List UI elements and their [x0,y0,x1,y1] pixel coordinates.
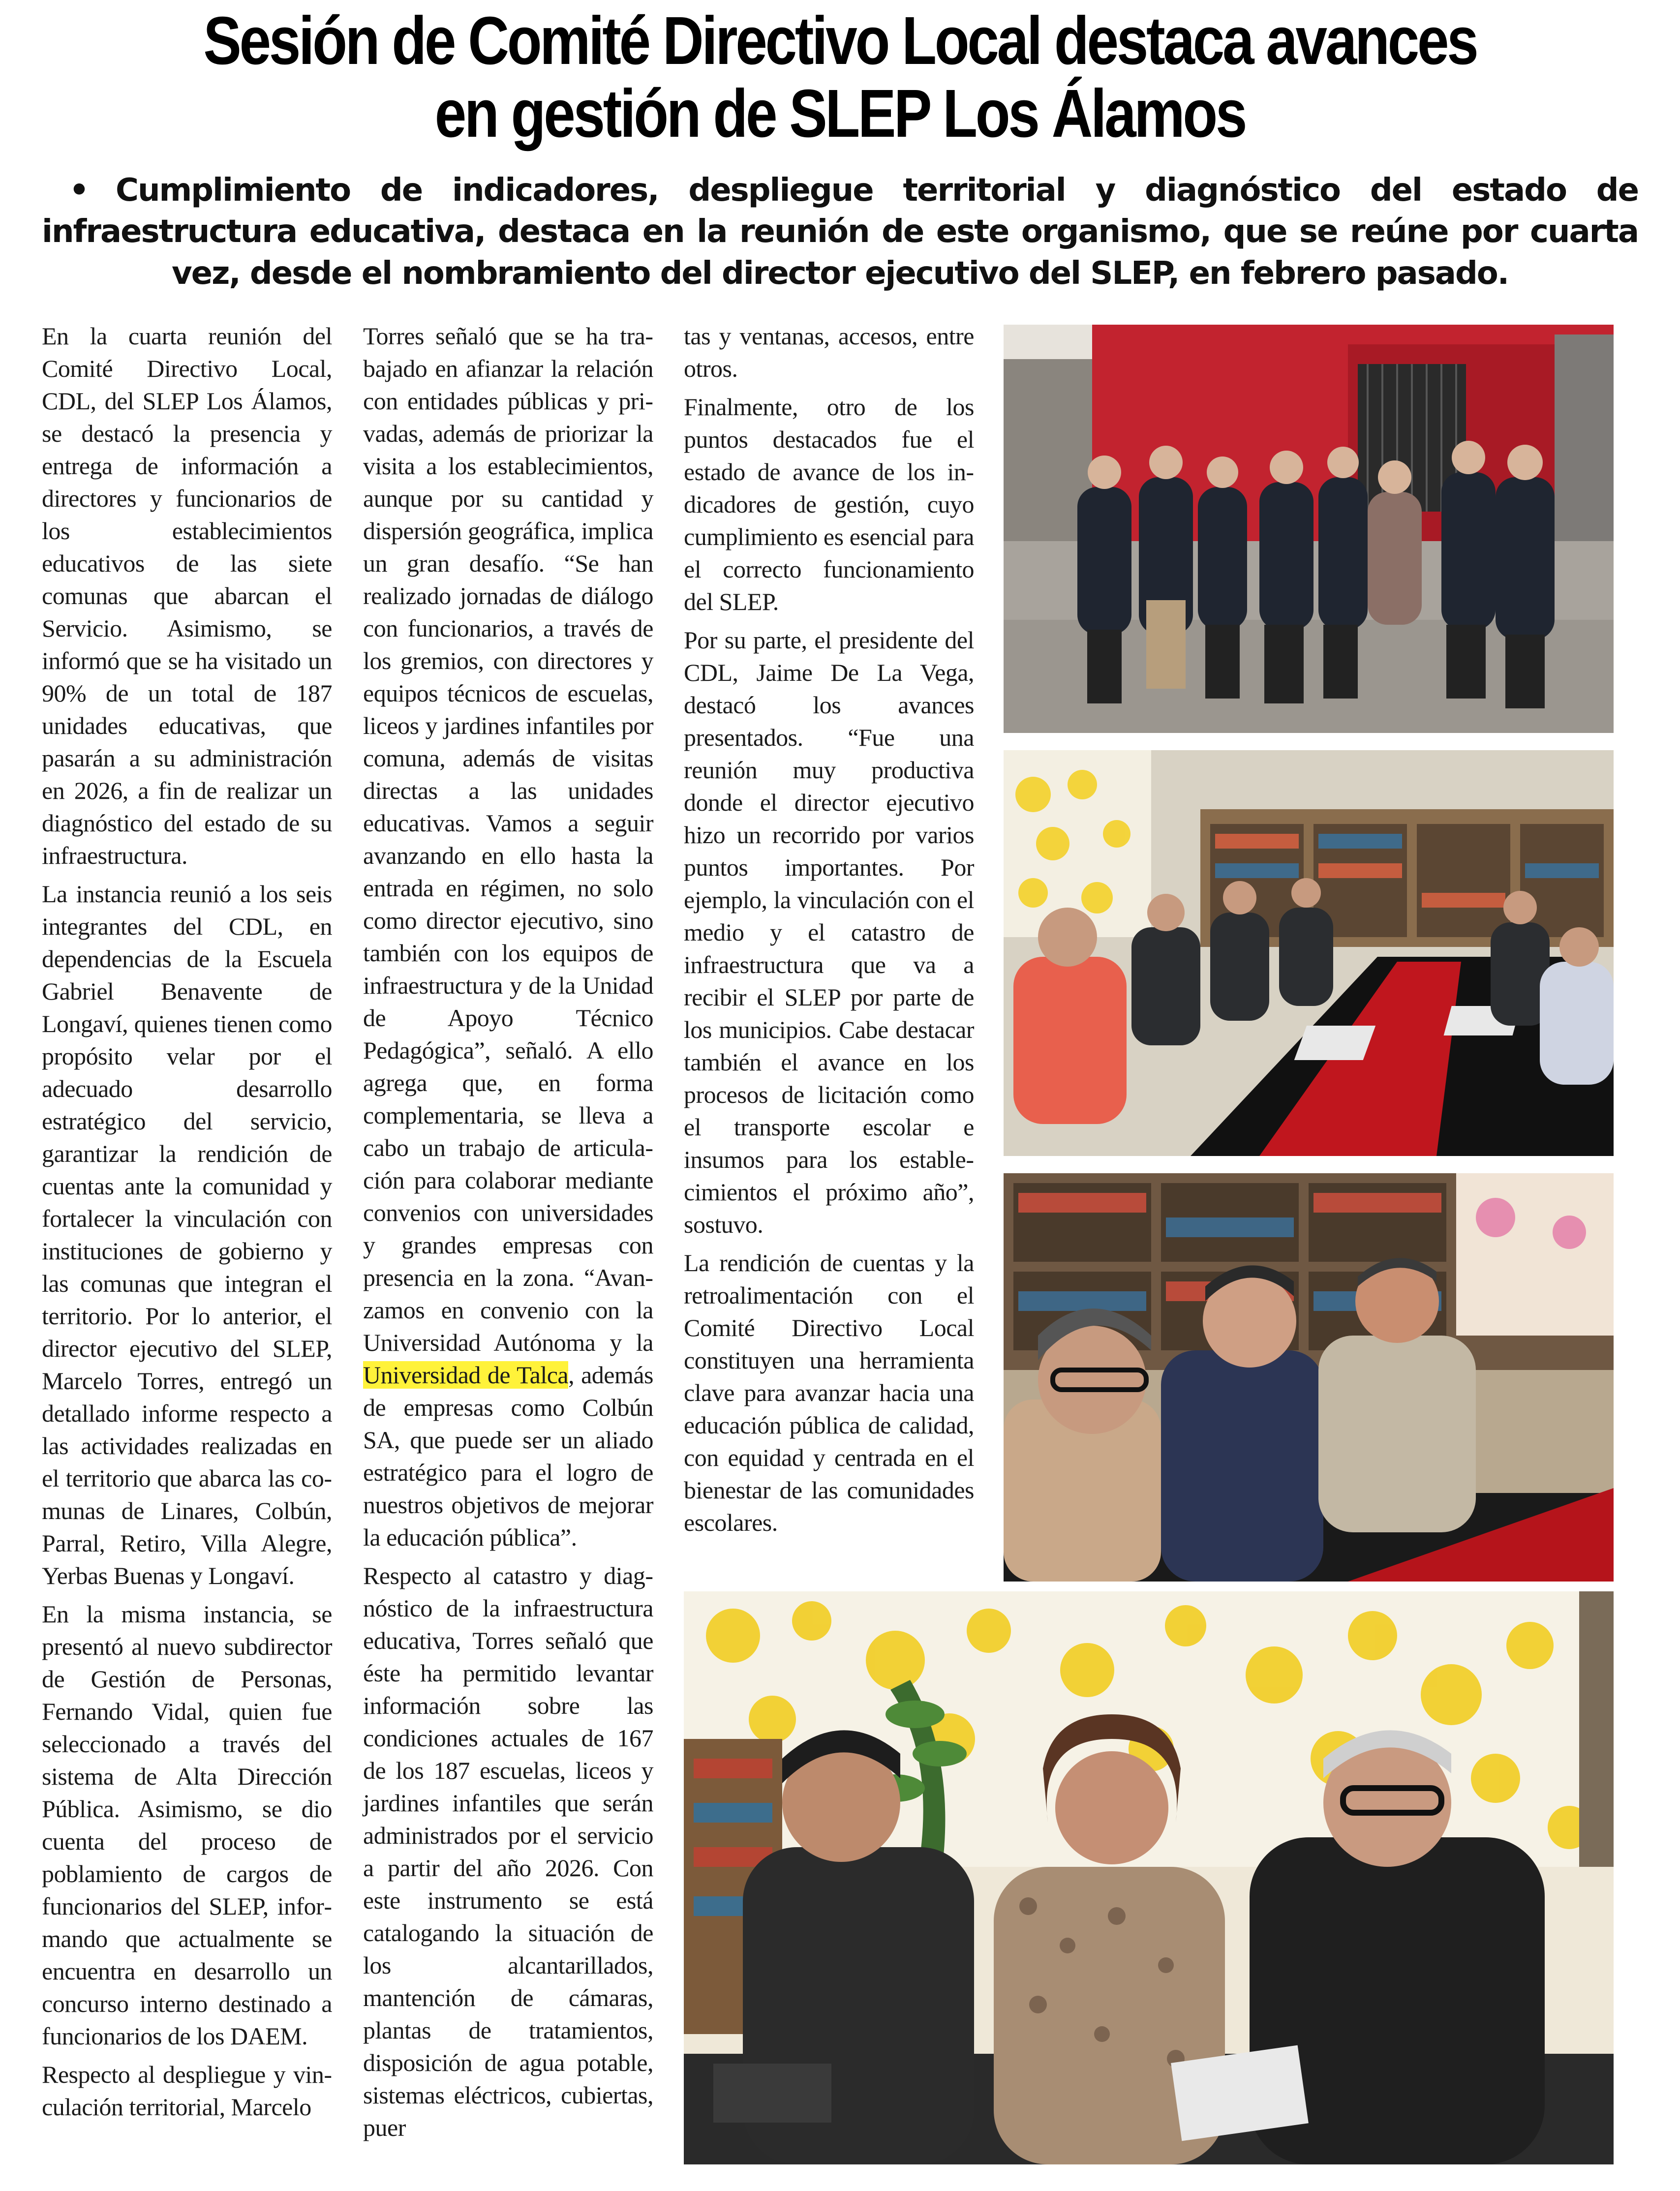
paragraph-text: , además de empresas como Colbún SA, que puede ser un aliado estratégico para el logro de nuestros objetivos de mejorar la educación pública”. [363,1361,653,1551]
paragraph: Respecto al despliegue y vinculación territorial, Marcelo [42,2061,332,2121]
paragraph: La instancia reunió a los seis integrantes del CDL, en dependencias de la Escuela Gabriel Benavente de Longaví, quienes tienen como propósito velar por el adecuado desarrollo estratégico del servicio, garantizar la rendición de cuentas ante la comunidad y fortalecer la vinculación con instituciones de gobierno y las comunas que integran el territorio. Por lo anterior, el director ejecutivo del SLEP, Marcelo Torres, entregó un detallado informe respecto a las actividades realizadas en el territorio que abarca las comunas de Linares, Colbún, Parral, Retiro, Villa Alegre, Yerbas Buenas y Longaví. [42,880,332,1589]
attendees-photo-image [1004,1173,1614,1582]
paragraph: Por su parte, el presidente del CDL, Jaime De La Vega, destacó los avances presentados. “Fue una reunión muy productiva donde el director ejecutivo hizo un recorrido por varios puntos importantes. Por ejemplo, la vinculación con el medio y el catastro de infraestructura que va a recibir el SLEP por parte de los municipios. Cabe destacar también el avance en los procesos de licitación como el transporte escolar e insumos para los establecimientos el próximo año”, sostuvo. [684,626,974,1238]
subheadline-text: Cumplimiento de indicadores, despliegue territorial y diagnóstico del estado de infraestructura educativa, destaca en la reunión de este organismo, que se reúne por cuarta vez, desde el nombramiento del director ejecutivo del SLEP, en febrero pasado. [42,172,1638,292]
article-column-1 [42,320,332,2129]
paragraph [363,320,653,1553]
article-headline: Sesión de Comité Directivo Local destaca avances en gestión de SLEP Los Álamos [203,3,1477,152]
paragraph: Finalmente, otro de los puntos destacados fue el estado de avance de los indicadores de gestión, cuyo cumplimiento es esencial para el correcto funcionamiento del SLEP. [684,393,974,615]
paragraph: En la misma instancia, se presentó al nuevo subdirector de Gestión de Personas, Fernando Vidal, quien fue seleccionado a través del sistema de Alta Dirección Pública. Asimismo, se dio cuenta del proceso de poblamiento de cargos de funcionarios del SLEP, informando que actualmente se encuentra en desarrollo un concurso interno destinado a funcionarios de los DAEM. [42,1600,332,2050]
participants-photo [684,1591,1614,2164]
paragraph: La rendición de cuentas y la retroalimentación con el Comité Directivo Local constituyen una herramienta clave para avanzar hacia una educación pública de calidad, con equidad y centrada en el bienestar de las comunidades escolares. [684,1249,974,1536]
participants-photo-image [684,1591,1614,2164]
bullet-icon: • [69,172,89,209]
highlighted-text: Universidad de Talca [363,1361,569,1389]
paragraph: En la cuarta reunión del Comité Directivo Local, CDL, del SLEP Los Álamos, se destacó la presencia y entrega de información a directores y funcionarios de los establecimientos educativos de las siete comunas que abarcan el Servicio. Asimismo, se informó que se ha visitado un 90% de un total de 187 unidades educativas, que pasarán a su administración en 2026, a fin de realizar un diagnóstico del estado de su infraestructura. [42,322,332,869]
article-column-2 [363,320,653,2150]
meeting-photo [1004,750,1614,1156]
group-photo [1004,325,1614,733]
article-column-3 [684,320,974,1545]
meeting-photo-image [1004,750,1614,1156]
paragraph-text: Torres señaló que se ha trabajado en afianzar la relación con entidades públicas y privadas, además de priorizar la visita a los establecimientos, aunque por su cantidad y dispersión geográfica, implica un gran desafío. “Se han realizado jornadas de diálogo con funcionarios, a través de los gremios, con directores y equipos técnicos de escuelas, liceos y jardines infantiles por comuna, además de visitas directas a las unidades educativas. Vamos a seguir avanzando en ello hasta la entrada en régimen, no solo como director ejecutivo, sino también con los equipos de infraestructura y de la Unidad de Apoyo Técnico Pedagógica”, señaló. A ello agrega que, en forma complementaria, se lleva a cabo un trabajo de articulación para colaborar mediante convenios con universidades y grandes empresas con presencia en la zona. “Avanzamos en convenio con la Universidad Autónoma y la [363,322,653,1356]
paragraph: Respecto al catastro y diagnóstico de la infraestructura educativa, Torres señaló que éste ha permitido levantar información sobre las condiciones actuales de 167 de los 187 escuelas, liceos y jardines infantiles que serán administrados por el servicio a partir del año 2026. Con este instrumento se está catalogando la situación de los alcantarillados, mantención de cámaras, plantas de tratamientos, disposición de agua potable, sistemas eléctricos, cubiertas, puer [363,1562,653,2141]
paragraph: tas y ventanas, accesos, entre otros. [684,322,974,382]
group-photo-image [1004,325,1614,733]
attendees-photo [1004,1173,1614,1582]
article-subheadline [42,170,1638,294]
